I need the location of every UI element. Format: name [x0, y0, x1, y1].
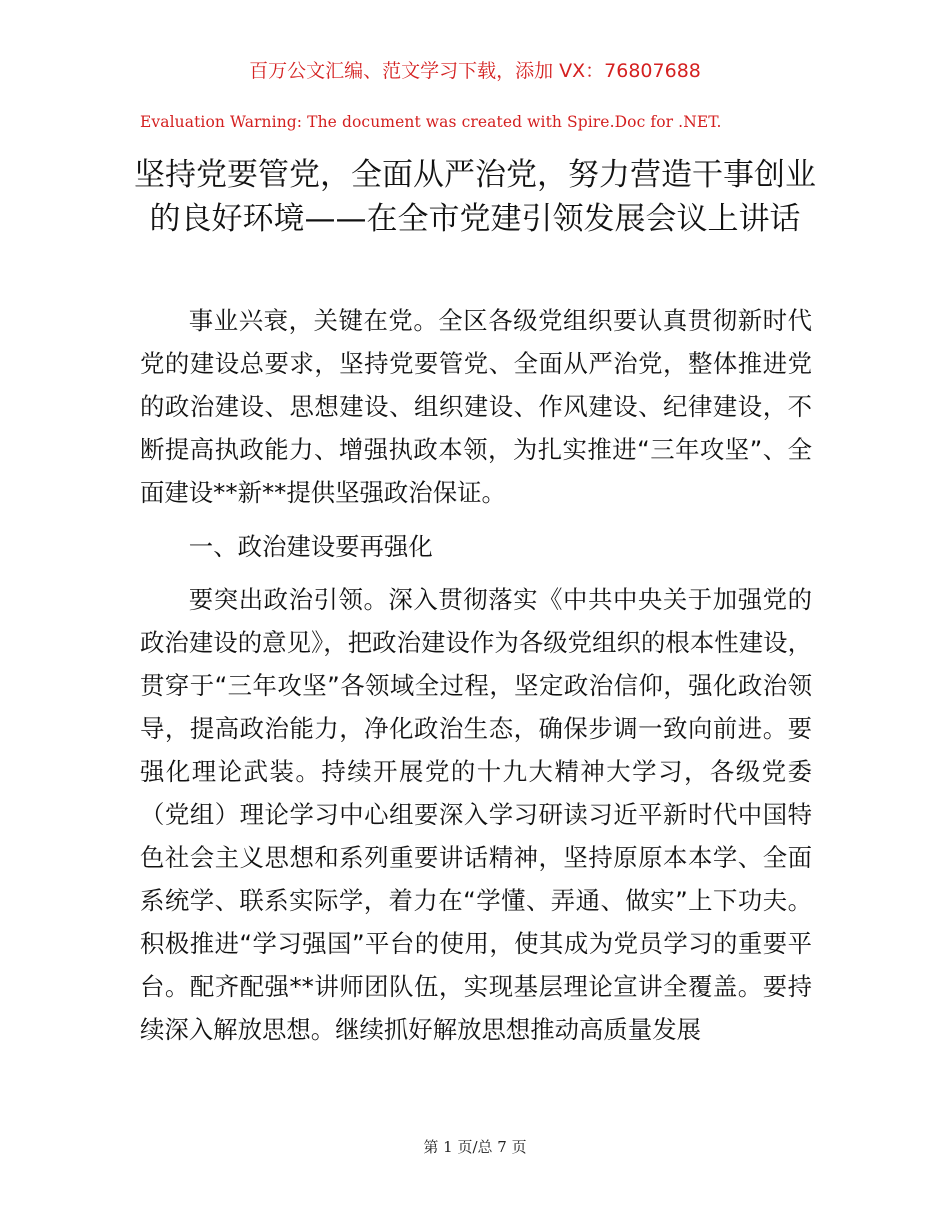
- paragraph-political-construction: 要突出政治引领。深入贯彻落实《中共中央关于加强党的政治建设的意见》，把政治建设作为各级党组织的根本性建设，贯穿于“三年攻坚”各领域全过程，坚定政治信仰，强化政治领导，提高政治能力，净化政治生态，确保步调一致向前进。要强化理论武装。持续开展党的十九大精神大学习，各级党委（党组）理论学习中心组要深入学习研读习近平新时代中国特色社会主义思想和系列重要讲话精神，坚持原原本本学、全面系统学、联系实际学，着力在“学懂、弄通、做实”上下功夫。积极推进“学习强国”平台的使用，使其成为党员学习的重要平台。配齐配强**讲师团队伍，实现基层理论宣讲全覆盖。要持续深入解放思想。继续抓好解放思想推动高质量发展: [140, 585, 812, 1044]
- document-title: 坚持党要管党，全面从严治党，努力营造干事创业的良好环境——在全市党建引领发展会议上讲话: [134, 157, 816, 237]
- evaluation-warning: Evaluation Warning: The document was created with Spire.Doc for .NET.: [140, 113, 722, 131]
- section-heading-1: 一、政治建设要再强化: [188, 532, 433, 561]
- page-number: 第 1 页/总 7 页: [423, 1138, 527, 1156]
- document-body: [140, 299, 812, 1062]
- promo-header: 百万公文汇编、范文学习下载，添加 VX：76807688: [249, 60, 701, 82]
- paragraph-intro: 事业兴衰，关键在党。全区各级党组织要认真贯彻新时代党的建设总要求，坚持党要管党、全面从严治党，整体推进党的政治建设、思想建设、组织建设、作风建设、纪律建设，不断提高执政能力、增强执政本领，为扎实推进“三年攻坚”、全面建设**新**提供坚强政治保证。: [140, 306, 812, 507]
